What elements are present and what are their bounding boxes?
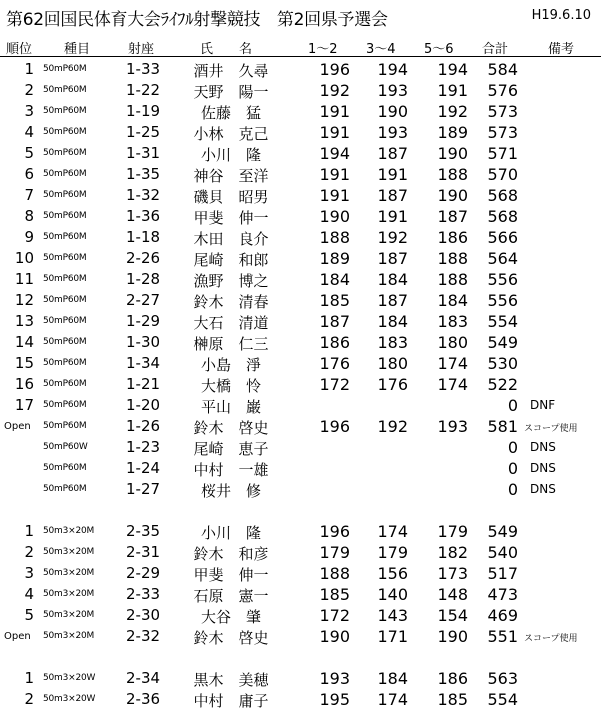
shaza-cell: 1-25 — [126, 123, 161, 141]
table-row — [0, 688, 601, 709]
rank-cell: 12 — [14, 291, 34, 309]
total-cell: 0 — [507, 459, 518, 478]
total-cell: 0 — [507, 396, 518, 415]
event-cell: 50mP60M — [43, 358, 87, 368]
score-5-6-cell: 194 — [437, 60, 468, 79]
shaza-cell: 1-19 — [126, 102, 161, 120]
name-cell: 神谷 至洋 — [193, 167, 269, 185]
rank-cell: 4 — [24, 123, 34, 141]
total-cell: 566 — [487, 228, 518, 247]
rank-cell: 14 — [14, 333, 34, 351]
table-row — [0, 583, 601, 604]
event-cell: 50mP60M — [43, 295, 87, 305]
event-cell: 50mP60M — [43, 421, 87, 431]
table-row — [0, 625, 601, 646]
col-note: 備考 — [548, 42, 575, 57]
event-cell: 50mP60M — [43, 85, 87, 95]
event-cell: 50mP60M — [43, 211, 87, 221]
shaza-cell: 1-35 — [126, 165, 161, 183]
score-3-4-cell: 187 — [377, 249, 408, 268]
shaza-cell: 1-30 — [126, 333, 161, 351]
score-1-2-cell: 185 — [319, 291, 350, 310]
total-cell: 576 — [487, 81, 518, 100]
event-cell: 50m3×20M — [43, 547, 95, 557]
rank-cell: Open — [4, 631, 31, 642]
name-cell: 榊原 仁三 — [193, 335, 269, 353]
event-cell: 50mP60M — [43, 379, 87, 389]
total-cell: 581 — [487, 417, 518, 436]
score-1-2-cell: 172 — [319, 606, 350, 625]
table-row — [0, 163, 601, 184]
total-cell: 522 — [487, 375, 518, 394]
total-cell: 0 — [507, 480, 518, 499]
page-title: 第62回国民体育大会ﾗｲﾌﾙ射撃競技 第2回県予選会 — [6, 10, 388, 30]
shaza-cell: 2-29 — [126, 564, 161, 582]
rank-cell: 4 — [24, 585, 34, 603]
score-5-6-cell: 191 — [437, 81, 468, 100]
score-1-2-cell: 187 — [319, 312, 350, 331]
rank-cell: 10 — [14, 249, 34, 267]
shaza-cell: 2-34 — [126, 669, 161, 687]
score-3-4-cell: 140 — [377, 585, 408, 604]
score-1-2-cell: 195 — [319, 690, 350, 709]
score-5-6-cell: 188 — [437, 165, 468, 184]
table-row — [0, 478, 601, 499]
table-row — [0, 604, 601, 625]
score-3-4-cell: 187 — [377, 291, 408, 310]
col-name: 氏 名 — [200, 42, 253, 57]
score-1-2-cell: 184 — [319, 270, 350, 289]
rank-cell: 13 — [14, 312, 34, 330]
total-cell: 551 — [487, 627, 518, 646]
name-cell: 小川 隆 — [200, 524, 261, 542]
event-cell: 50m3×20W — [43, 694, 96, 704]
total-cell: 549 — [487, 333, 518, 352]
table-row — [0, 394, 601, 415]
score-3-4-cell: 184 — [377, 312, 408, 331]
table-row — [0, 79, 601, 100]
total-cell: 573 — [487, 123, 518, 142]
score-3-4-cell: 191 — [377, 165, 408, 184]
table-row — [0, 562, 601, 583]
name-cell: 磯貝 昭男 — [193, 188, 269, 206]
col-rank: 順位 — [6, 42, 33, 57]
table-row — [0, 436, 601, 457]
name-cell: 尾崎 和郎 — [193, 251, 269, 269]
name-cell: 平山 巌 — [200, 398, 261, 416]
rank-cell: 9 — [24, 228, 34, 246]
score-1-2-cell: 186 — [319, 333, 350, 352]
col-s1: 1～2 — [308, 42, 338, 57]
event-cell: 50m3×20M — [43, 631, 95, 641]
table-row — [0, 247, 601, 268]
event-cell: 50mP60M — [43, 232, 87, 242]
rank-cell: 1 — [24, 522, 34, 540]
score-3-4-cell: 156 — [377, 564, 408, 583]
event-cell: 50mP60W — [43, 442, 88, 452]
table-row — [0, 289, 601, 310]
rank-cell: 11 — [14, 270, 34, 288]
col-event: 種目 — [64, 42, 91, 57]
name-cell: 鈴木 清春 — [193, 293, 269, 311]
rank-cell: 5 — [24, 144, 34, 162]
name-cell: 甲斐 伸一 — [193, 209, 269, 227]
score-5-6-cell: 174 — [437, 354, 468, 373]
score-1-2-cell: 190 — [319, 207, 350, 226]
shaza-cell: 1-26 — [126, 417, 161, 435]
table-row — [0, 457, 601, 478]
rank-cell: 15 — [14, 354, 34, 372]
shaza-cell: 1-31 — [126, 144, 161, 162]
total-cell: 554 — [487, 312, 518, 331]
table-row — [0, 184, 601, 205]
score-1-2-cell: 179 — [319, 543, 350, 562]
rank-cell: 2 — [24, 543, 34, 561]
rank-cell: 8 — [24, 207, 34, 225]
name-cell: 酒井 久尋 — [193, 62, 269, 80]
score-1-2-cell: 191 — [319, 102, 350, 121]
event-cell: 50mP60M — [43, 484, 87, 494]
name-cell: 鈴木 啓史 — [193, 419, 269, 437]
shaza-cell: 1-23 — [126, 438, 161, 456]
score-3-4-cell: 193 — [377, 123, 408, 142]
rank-cell: 1 — [24, 60, 34, 78]
score-1-2-cell: 196 — [319, 522, 350, 541]
shaza-cell: 1-21 — [126, 375, 161, 393]
score-5-6-cell: 183 — [437, 312, 468, 331]
name-cell: 木田 良介 — [193, 230, 269, 248]
score-1-2-cell: 194 — [319, 144, 350, 163]
shaza-cell: 2-30 — [126, 606, 161, 624]
score-3-4-cell: 184 — [377, 669, 408, 688]
name-cell: 中村 一雄 — [193, 461, 269, 479]
table-row — [0, 520, 601, 541]
name-cell: 中村 庸子 — [193, 692, 269, 710]
rank-cell: Open — [4, 421, 31, 432]
score-3-4-cell: 193 — [377, 81, 408, 100]
score-1-2-cell: 185 — [319, 585, 350, 604]
score-1-2-cell: 172 — [319, 375, 350, 394]
total-cell: 568 — [487, 207, 518, 226]
total-cell: 469 — [487, 606, 518, 625]
date-label: H19.6.10 — [531, 8, 591, 23]
note-cell: DNS — [530, 440, 556, 454]
event-cell: 50mP60M — [43, 400, 87, 410]
score-3-4-cell: 192 — [377, 417, 408, 436]
total-cell: 556 — [487, 291, 518, 310]
event-cell: 50m3×20M — [43, 610, 95, 620]
score-1-2-cell: 190 — [319, 627, 350, 646]
rank-cell: 1 — [24, 669, 34, 687]
table-row — [0, 541, 601, 562]
score-5-6-cell: 190 — [437, 144, 468, 163]
shaza-cell: 1-34 — [126, 354, 161, 372]
score-3-4-cell: 143 — [377, 606, 408, 625]
name-cell: 黒木 美穂 — [193, 671, 269, 689]
score-5-6-cell: 154 — [437, 606, 468, 625]
score-1-2-cell: 192 — [319, 81, 350, 100]
rank-cell: 5 — [24, 606, 34, 624]
rank-cell: 3 — [24, 102, 34, 120]
score-1-2-cell: 176 — [319, 354, 350, 373]
shaza-cell: 1-36 — [126, 207, 161, 225]
table-row — [0, 100, 601, 121]
event-cell: 50mP60M — [43, 169, 87, 179]
shaza-cell: 2-36 — [126, 690, 161, 708]
event-cell: 50m3×20W — [43, 673, 96, 683]
shaza-cell: 1-28 — [126, 270, 161, 288]
score-1-2-cell: 188 — [319, 564, 350, 583]
event-cell: 50mP60M — [43, 274, 87, 284]
total-cell: 473 — [487, 585, 518, 604]
score-3-4-cell: 194 — [377, 60, 408, 79]
score-1-2-cell: 193 — [319, 669, 350, 688]
shaza-cell: 2-32 — [126, 627, 161, 645]
total-cell: 571 — [487, 144, 518, 163]
note-cell: スコープ使用 — [524, 634, 578, 644]
name-cell: 佐藤 猛 — [200, 104, 261, 122]
rank-cell: 17 — [14, 396, 34, 414]
shaza-cell: 2-26 — [126, 249, 161, 267]
score-1-2-cell: 191 — [319, 186, 350, 205]
score-5-6-cell: 188 — [437, 270, 468, 289]
name-cell: 天野 陽一 — [193, 83, 269, 101]
score-5-6-cell: 179 — [437, 522, 468, 541]
table-row — [0, 121, 601, 142]
score-3-4-cell: 180 — [377, 354, 408, 373]
shaza-cell: 1-18 — [126, 228, 161, 246]
name-cell: 大谷 肇 — [200, 608, 261, 626]
event-cell: 50mP60M — [43, 463, 87, 473]
score-1-2-cell: 188 — [319, 228, 350, 247]
total-cell: 568 — [487, 186, 518, 205]
shaza-cell: 2-33 — [126, 585, 161, 603]
event-cell: 50mP60M — [43, 106, 87, 116]
note-cell: DNS — [530, 461, 556, 475]
score-5-6-cell: 186 — [437, 669, 468, 688]
name-cell: 桜井 修 — [200, 482, 261, 500]
score-5-6-cell: 187 — [437, 207, 468, 226]
total-cell: 540 — [487, 543, 518, 562]
event-cell: 50mP60M — [43, 64, 87, 74]
name-cell: 小島 淨 — [200, 356, 261, 374]
name-cell: 鈴木 啓史 — [193, 629, 269, 647]
rank-cell: 2 — [24, 81, 34, 99]
event-cell: 50mP60M — [43, 148, 87, 158]
table-row — [0, 268, 601, 289]
name-cell: 大石 清道 — [193, 314, 269, 332]
score-1-2-cell: 191 — [319, 165, 350, 184]
total-cell: 0 — [507, 438, 518, 457]
score-5-6-cell: 148 — [437, 585, 468, 604]
name-cell: 小林 克己 — [193, 125, 269, 143]
table-row — [0, 373, 601, 394]
name-cell: 小川 隆 — [200, 146, 261, 164]
score-3-4-cell: 176 — [377, 375, 408, 394]
event-cell: 50mP60M — [43, 190, 87, 200]
total-cell: 556 — [487, 270, 518, 289]
score-5-6-cell: 188 — [437, 249, 468, 268]
score-3-4-cell: 192 — [377, 228, 408, 247]
score-5-6-cell: 190 — [437, 186, 468, 205]
score-5-6-cell: 192 — [437, 102, 468, 121]
shaza-cell: 1-20 — [126, 396, 161, 414]
total-cell: 570 — [487, 165, 518, 184]
col-s3: 5～6 — [424, 42, 454, 57]
score-5-6-cell: 185 — [437, 690, 468, 709]
name-cell: 甲斐 伸一 — [193, 566, 269, 584]
score-3-4-cell: 174 — [377, 522, 408, 541]
total-cell: 554 — [487, 690, 518, 709]
name-cell: 石原 憲一 — [193, 587, 269, 605]
table-header — [0, 36, 601, 57]
table-row — [0, 142, 601, 163]
score-5-6-cell: 174 — [437, 375, 468, 394]
score-1-2-cell: 196 — [319, 417, 350, 436]
score-3-4-cell: 187 — [377, 186, 408, 205]
total-cell: 530 — [487, 354, 518, 373]
table-row — [0, 331, 601, 352]
shaza-cell: 2-27 — [126, 291, 161, 309]
event-cell: 50mP60M — [43, 127, 87, 137]
score-3-4-cell: 179 — [377, 543, 408, 562]
name-cell: 漁野 博之 — [193, 272, 269, 290]
table-row — [0, 352, 601, 373]
rank-cell: 2 — [24, 690, 34, 708]
shaza-cell: 1-27 — [126, 480, 161, 498]
event-cell: 50mP60M — [43, 253, 87, 263]
score-3-4-cell: 190 — [377, 102, 408, 121]
score-5-6-cell: 173 — [437, 564, 468, 583]
col-s2: 3～4 — [366, 42, 396, 57]
table-row — [0, 58, 601, 79]
total-cell: 584 — [487, 60, 518, 79]
event-cell: 50m3×20M — [43, 589, 95, 599]
event-cell: 50m3×20M — [43, 526, 95, 536]
score-3-4-cell: 191 — [377, 207, 408, 226]
shaza-cell: 1-24 — [126, 459, 161, 477]
note-cell: DNS — [530, 482, 556, 496]
score-3-4-cell: 171 — [377, 627, 408, 646]
name-cell: 鈴木 和彦 — [193, 545, 269, 563]
shaza-cell: 1-32 — [126, 186, 161, 204]
col-total: 合計 — [482, 42, 509, 57]
shaza-cell: 1-29 — [126, 312, 161, 330]
score-5-6-cell: 184 — [437, 291, 468, 310]
table-row — [0, 415, 601, 436]
note-cell: DNF — [530, 398, 556, 412]
score-5-6-cell: 180 — [437, 333, 468, 352]
rank-cell: 16 — [14, 375, 34, 393]
score-5-6-cell: 190 — [437, 627, 468, 646]
name-cell: 大橋 怜 — [200, 377, 261, 395]
total-cell: 563 — [487, 669, 518, 688]
score-3-4-cell: 184 — [377, 270, 408, 289]
total-cell: 549 — [487, 522, 518, 541]
table-row — [0, 310, 601, 331]
event-cell: 50m3×20M — [43, 568, 95, 578]
shaza-cell: 1-22 — [126, 81, 161, 99]
score-1-2-cell: 191 — [319, 123, 350, 142]
event-cell: 50mP60M — [43, 316, 87, 326]
col-shaza: 射座 — [128, 42, 155, 57]
score-1-2-cell: 189 — [319, 249, 350, 268]
score-5-6-cell: 186 — [437, 228, 468, 247]
total-cell: 573 — [487, 102, 518, 121]
score-1-2-cell: 196 — [319, 60, 350, 79]
rank-cell: 6 — [24, 165, 34, 183]
shaza-cell: 2-35 — [126, 522, 161, 540]
shaza-cell: 2-31 — [126, 543, 161, 561]
score-5-6-cell: 193 — [437, 417, 468, 436]
rank-cell: 7 — [24, 186, 34, 204]
total-cell: 517 — [487, 564, 518, 583]
table-row — [0, 205, 601, 226]
score-5-6-cell: 182 — [437, 543, 468, 562]
total-cell: 564 — [487, 249, 518, 268]
name-cell: 尾崎 恵子 — [193, 440, 269, 458]
rank-cell: 3 — [24, 564, 34, 582]
table-row — [0, 226, 601, 247]
table-row — [0, 667, 601, 688]
score-3-4-cell: 187 — [377, 144, 408, 163]
shaza-cell: 1-33 — [126, 60, 161, 78]
score-3-4-cell: 183 — [377, 333, 408, 352]
note-cell: スコープ使用 — [524, 424, 578, 434]
score-5-6-cell: 189 — [437, 123, 468, 142]
document-header — [0, 0, 601, 34]
event-cell: 50mP60M — [43, 337, 87, 347]
score-3-4-cell: 174 — [377, 690, 408, 709]
